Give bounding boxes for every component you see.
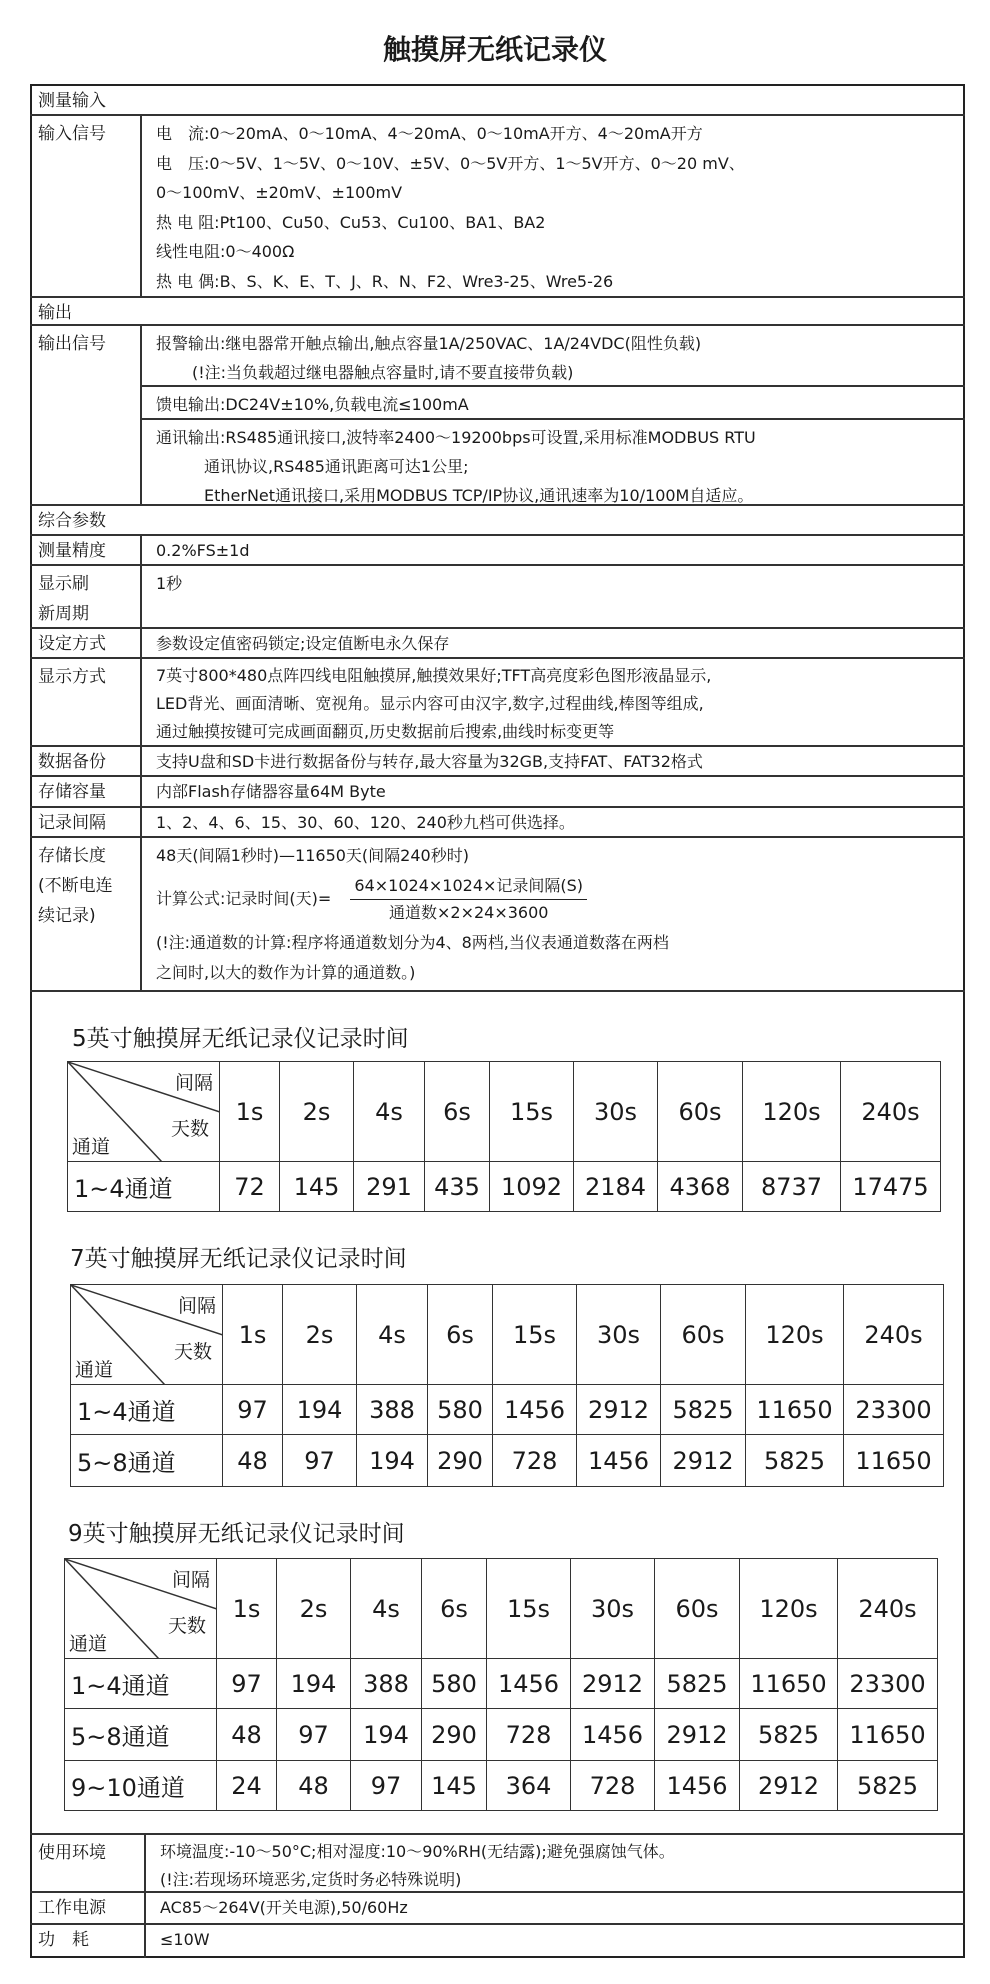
days-value: 2912 <box>655 1709 740 1761</box>
record-table-title: 5英寸触摸屏无纸记录仪记录时间 <box>72 1026 409 1052</box>
line: 馈电输出:DC24V±10%,负载电流≤100mA <box>156 395 469 414</box>
record-table-title: 9英寸触摸屏无纸记录仪记录时间 <box>68 1521 405 1547</box>
interval-header: 4s <box>351 1559 422 1659</box>
corner-interval: 间隔 <box>177 1295 216 1317</box>
row-content <box>142 116 965 296</box>
interval-header: 15s <box>493 1285 577 1385</box>
formula <box>156 873 965 926</box>
interval-header: 240s <box>838 1559 938 1659</box>
interval-header: 15s <box>487 1559 571 1659</box>
days-value: 145 <box>422 1761 487 1811</box>
days-value: 23300 <box>838 1659 938 1709</box>
row-accuracy <box>30 536 965 566</box>
row-content: AC85～264V(开关电源),50/60Hz <box>160 1898 408 1917</box>
line: EtherNet通讯接口,采用MODBUS TCP/IP协议,通讯速率为10/100M自适应。 <box>204 486 754 505</box>
comm-output <box>142 420 965 506</box>
channel-label: 1~4通道 <box>71 1385 223 1435</box>
days-value: 194 <box>351 1709 422 1761</box>
row-output-signal <box>30 326 965 506</box>
row-label: 显示方式 <box>30 659 142 745</box>
row-content <box>142 659 965 745</box>
row-content: 支持U盘和SD卡进行数据备份与转存,最大容量为32GB,支持FAT、FAT32格式 <box>156 752 703 771</box>
corner-days: 天数 <box>170 1118 209 1140</box>
days-value: 388 <box>357 1385 428 1435</box>
interval-header: 2s <box>280 1062 354 1162</box>
days-value: 435 <box>425 1162 490 1212</box>
corner-channel: 通道 <box>72 1136 111 1158</box>
channel-label: 5~8通道 <box>71 1435 223 1487</box>
corner-interval: 间隔 <box>174 1072 213 1094</box>
interval-header: 30s <box>574 1062 658 1162</box>
line: 线性电阻:0～400Ω <box>156 242 295 261</box>
corner-days: 天数 <box>173 1341 212 1363</box>
days-value: 728 <box>571 1761 655 1811</box>
days-value: 290 <box>428 1435 493 1487</box>
corner-channel: 通道 <box>75 1359 114 1381</box>
row-display <box>30 659 965 747</box>
formula-label: 计算公式:记录时间(天)= <box>156 889 332 908</box>
header-row <box>68 1062 941 1162</box>
row-content <box>146 1835 965 1891</box>
days-value: 1456 <box>487 1659 571 1709</box>
interval-header: 60s <box>658 1062 743 1162</box>
row-label: 输入信号 <box>30 116 142 296</box>
row-storage-length <box>30 838 965 992</box>
days-value: 23300 <box>844 1385 944 1435</box>
line: 报警输出:继电器常开触点输出,触点容量1A/250VAC、1A/24VDC(阻性负载) <box>156 334 702 353</box>
row-label: 数据备份 <box>30 747 142 775</box>
formula-numerator: 64×1024×1024×记录间隔(S) <box>350 873 587 900</box>
interval-header: 240s <box>844 1285 944 1385</box>
days-value: 1456 <box>655 1761 740 1811</box>
corner-cell <box>65 1559 217 1659</box>
table-row <box>65 1761 938 1811</box>
days-value: 4368 <box>658 1162 743 1212</box>
days-value: 194 <box>357 1435 428 1487</box>
interval-header: 30s <box>571 1559 655 1659</box>
corner-days: 天数 <box>167 1615 206 1637</box>
days-value: 97 <box>351 1761 422 1811</box>
interval-header: 15s <box>490 1062 574 1162</box>
row-label: 存储容量 <box>30 777 142 806</box>
row-interval <box>30 808 965 838</box>
days-value: 1456 <box>493 1385 577 1435</box>
feed-output <box>142 387 965 420</box>
row-content: 参数设定值密码锁定;设定值断电永久保存 <box>156 634 450 653</box>
row-label: 输出信号 <box>30 326 142 504</box>
row-label: 使用环境 <box>30 1835 146 1891</box>
days-value: 48 <box>277 1761 351 1811</box>
days-value: 5825 <box>740 1709 838 1761</box>
days-value: 8737 <box>743 1162 841 1212</box>
interval-header: 120s <box>746 1285 844 1385</box>
line: 通讯协议,RS485通讯距离可达1公里; <box>204 457 469 476</box>
days-value: 48 <box>223 1435 283 1487</box>
section-heading: 输出 <box>38 303 72 323</box>
days-value: 364 <box>487 1761 571 1811</box>
days-value: 5825 <box>655 1659 740 1709</box>
section-heading: 测量输入 <box>38 91 106 111</box>
row-consumption <box>30 1925 965 1958</box>
page-title: 触摸屏无纸记录仪 <box>382 33 607 66</box>
line: LED背光、画面清晰、宽视角。显示内容可由汉字,数字,过程曲线,棒图等组成, <box>156 694 704 713</box>
row-capacity <box>30 777 965 808</box>
section-heading: 综合参数 <box>38 511 106 531</box>
record-time-table <box>64 1558 938 1811</box>
days-value: 48 <box>217 1709 277 1761</box>
days-value: 1456 <box>577 1435 661 1487</box>
days-value: 5825 <box>661 1385 746 1435</box>
formula-denominator: 通道数×2×24×3600 <box>388 903 549 922</box>
days-value: 388 <box>351 1659 422 1709</box>
row-label: 显示刷新周期 <box>30 566 142 627</box>
interval-header: 4s <box>354 1062 425 1162</box>
formula-fraction <box>350 873 587 926</box>
days-value: 1092 <box>490 1162 574 1212</box>
days-value: 72 <box>220 1162 280 1212</box>
interval-header: 6s <box>425 1062 490 1162</box>
interval-header: 120s <box>743 1062 841 1162</box>
table-row <box>71 1385 944 1435</box>
days-value: 2912 <box>577 1385 661 1435</box>
days-value: 194 <box>283 1385 357 1435</box>
table-row <box>65 1659 938 1709</box>
header-row <box>65 1559 938 1659</box>
days-value: 5825 <box>746 1435 844 1487</box>
corner-cell <box>71 1285 223 1385</box>
days-value: 2912 <box>571 1659 655 1709</box>
days-value: 145 <box>280 1162 354 1212</box>
days-value: 11650 <box>746 1385 844 1435</box>
section-output <box>30 298 965 326</box>
days-value: 1456 <box>571 1709 655 1761</box>
interval-header: 2s <box>277 1559 351 1659</box>
days-value: 11650 <box>844 1435 944 1487</box>
row-content: 内部Flash存储器容量64M Byte <box>156 782 386 801</box>
line: 电 流:0～20mA、0～10mA、4～20mA、0～10mA开方、4～20mA开方 <box>156 124 703 143</box>
row-refresh <box>30 566 965 629</box>
record-table-title: 7英寸触摸屏无纸记录仪记录时间 <box>70 1246 407 1272</box>
interval-header: 240s <box>841 1062 941 1162</box>
row-label: 测量精度 <box>30 536 142 564</box>
table-row <box>71 1435 944 1487</box>
days-value: 194 <box>277 1659 351 1709</box>
table-row <box>68 1162 941 1212</box>
days-value: 580 <box>422 1659 487 1709</box>
days-value: 5825 <box>838 1761 938 1811</box>
days-value: 2912 <box>661 1435 746 1487</box>
days-value: 728 <box>487 1709 571 1761</box>
row-label: 功 耗 <box>30 1925 146 1958</box>
line: 通讯输出:RS485通讯接口,波特率2400～19200bps可设置,采用标准MODBUS RTU <box>156 428 756 447</box>
row-label: 工作电源 <box>30 1893 146 1923</box>
days-value: 11650 <box>740 1659 838 1709</box>
days-value: 97 <box>283 1435 357 1487</box>
line: (!注:若现场环境恶劣,定货时务必特殊说明) <box>160 1870 462 1889</box>
row-backup <box>30 747 965 777</box>
alarm-output <box>142 326 965 387</box>
interval-header: 60s <box>661 1285 746 1385</box>
line: 7英寸800*480点阵四线电阻触摸屏,触摸效果好;TFT高亮度彩色图形液晶显示, <box>156 666 712 685</box>
row-content <box>142 838 965 990</box>
interval-header: 1s <box>217 1559 277 1659</box>
line: 电 压:0～5V、1～5V、0～10V、±5V、0～5V开方、1～5V开方、0～20 mV、 <box>156 153 745 173</box>
channel-label: 1~4通道 <box>68 1162 220 1212</box>
line: 热 电 阻:Pt100、Cu50、Cu53、Cu100、BA1、BA2 <box>156 212 546 232</box>
note-line: (!注:通道数的计算:程序将通道数划分为4、8两档,当仪表通道数落在两档 <box>156 933 669 952</box>
row-label: 设定方式 <box>30 629 142 657</box>
storage-range: 48天(间隔1秒时)—11650天(间隔240秒时) <box>156 846 469 865</box>
days-value: 97 <box>277 1709 351 1761</box>
row-label: 存储长度(不断电连续记录) <box>30 838 142 990</box>
record-time-table <box>70 1284 944 1487</box>
corner-interval: 间隔 <box>171 1569 210 1591</box>
channel-label: 1~4通道 <box>65 1659 217 1709</box>
line: 通过触摸按键可完成画面翻页,历史数据前后搜索,曲线时标变更等 <box>156 722 615 741</box>
days-value: 291 <box>354 1162 425 1212</box>
days-value: 17475 <box>841 1162 941 1212</box>
days-value: 580 <box>428 1385 493 1435</box>
row-content: ≤10W <box>160 1930 210 1949</box>
corner-cell <box>68 1062 220 1162</box>
corner-channel: 通道 <box>69 1633 108 1655</box>
channel-label: 9~10通道 <box>65 1761 217 1811</box>
table-row <box>65 1709 938 1761</box>
row-label: 记录间隔 <box>30 808 142 836</box>
channel-label: 5~8通道 <box>65 1709 217 1761</box>
interval-header: 120s <box>740 1559 838 1659</box>
row-environment <box>30 1833 965 1893</box>
interval-header: 6s <box>428 1285 493 1385</box>
row-content: 1、2、4、6、15、30、60、120、240秒九档可供选择。 <box>156 813 575 832</box>
record-time-table <box>67 1061 941 1212</box>
days-value: 97 <box>223 1385 283 1435</box>
days-value: 97 <box>217 1659 277 1709</box>
days-value: 2184 <box>574 1162 658 1212</box>
interval-header: 6s <box>422 1559 487 1659</box>
section-measure-input <box>30 84 965 116</box>
row-content: 1秒 <box>156 574 183 593</box>
interval-header: 1s <box>223 1285 283 1385</box>
line: 0～100mV、±20mV、±100mV <box>156 183 403 202</box>
days-value: 24 <box>217 1761 277 1811</box>
interval-header: 30s <box>577 1285 661 1385</box>
line: (!注:当负载超过继电器触点容量时,请不要直接带负载) <box>192 363 574 382</box>
header-row <box>71 1285 944 1385</box>
days-value: 2912 <box>740 1761 838 1811</box>
interval-header: 1s <box>220 1062 280 1162</box>
line: 热 电 偶:B、S、K、E、T、J、R、N、F2、Wre3-25、Wre5-26 <box>156 271 614 291</box>
row-input-signal <box>30 116 965 298</box>
section-general <box>30 506 965 536</box>
interval-header: 60s <box>655 1559 740 1659</box>
note-line: 之间时,以大的数作为计算的通道数。) <box>156 963 416 982</box>
line: 环境温度:-10～50°C;相对湿度:10～90%RH(无结露);避免强腐蚀气体。 <box>160 1842 675 1861</box>
row-content: 0.2%FS±1d <box>156 541 250 560</box>
days-value: 290 <box>422 1709 487 1761</box>
days-value: 728 <box>493 1435 577 1487</box>
interval-header: 2s <box>283 1285 357 1385</box>
row-setting <box>30 629 965 659</box>
days-value: 11650 <box>838 1709 938 1761</box>
row-power <box>30 1893 965 1925</box>
interval-header: 4s <box>357 1285 428 1385</box>
